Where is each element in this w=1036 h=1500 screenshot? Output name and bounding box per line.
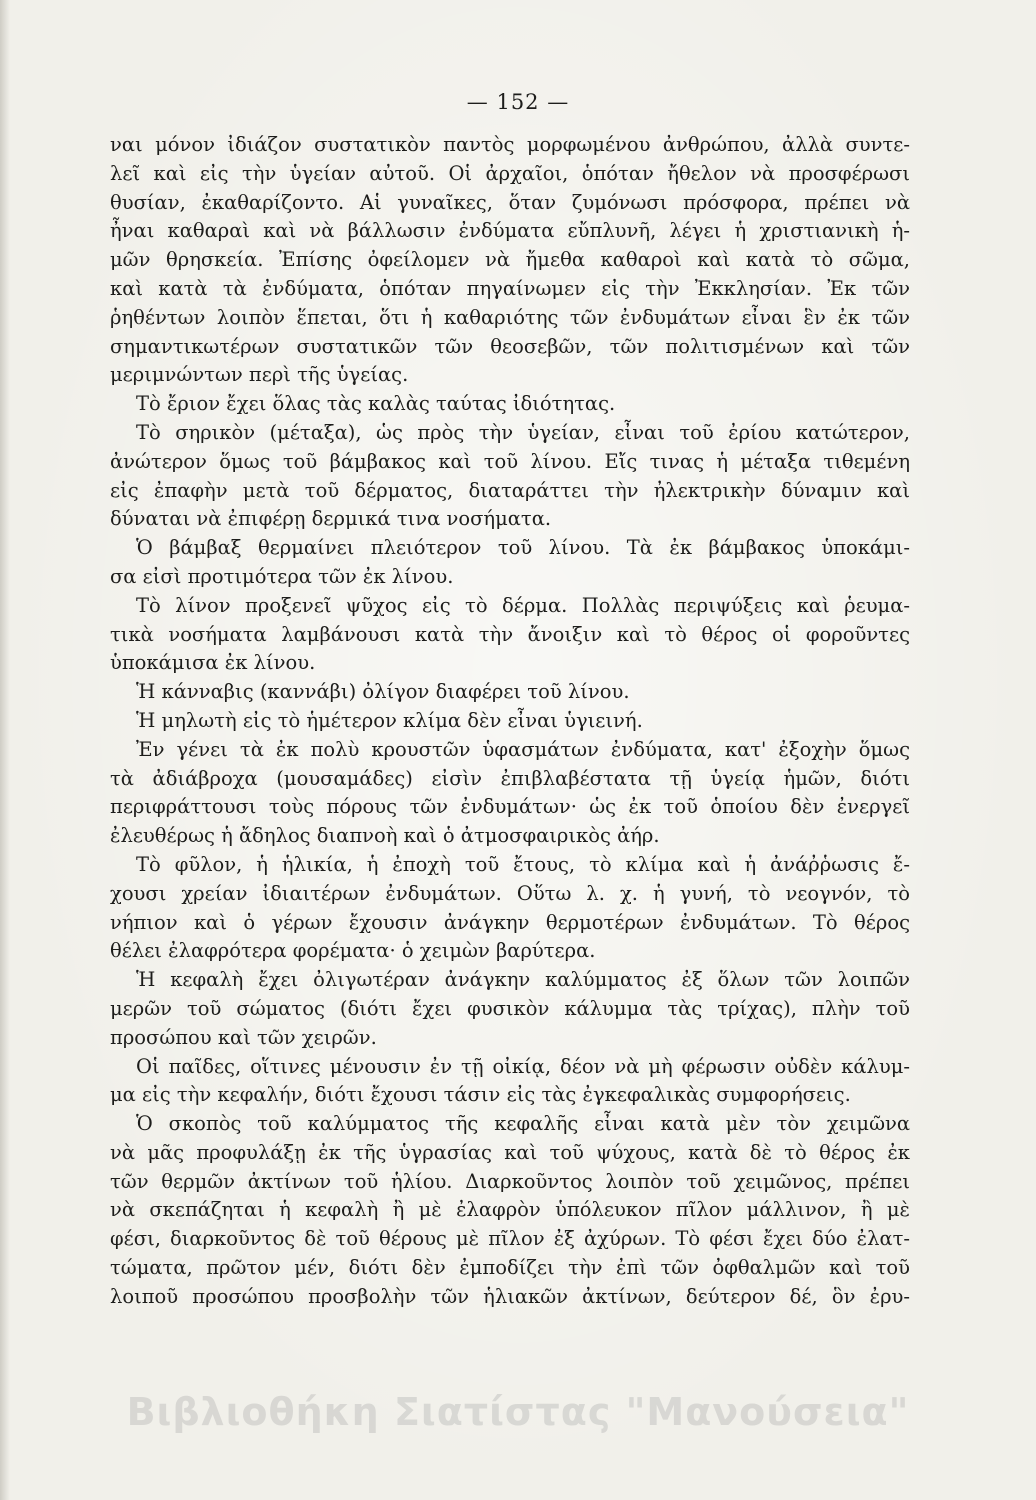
text-line: Τὸ ἔριον ἔχει ὅλας τὰς καλὰς ταύτας ἰδιότητας.: [136, 392, 616, 416]
text-line: λοιποῦ προσώπου προσβολὴν τῶν ἡλιακῶν ἀκτίνων, δεύτερον δέ, ὃν ἐρυ-: [110, 1284, 910, 1308]
text-line: χουσι χρείαν ἰδιαιτέρων ἐνδυμάτων. Οὕτω λ. χ. ἡ γυνή, τὸ νεογνόν, τὸ: [110, 881, 910, 905]
text-line: σα εἰσὶ προτιμότερα τῶν ἐκ λίνου.: [110, 564, 454, 588]
library-watermark: Βιβλιοθήκη Σιατίστας "Μανούσεια": [126, 1390, 910, 1434]
text-line: Τὸ σηρικὸν (μέταξα), ὡς πρὸς τὴν ὑγείαν, εἶναι τοῦ ἐρίου κατώτερον,: [136, 420, 910, 444]
text-line: Τὸ φῦλον, ἡ ἡλικία, ἡ ἐποχὴ τοῦ ἔτους, τὸ κλίμα καὶ ἡ ἀνάῤῥωσις ἔ-: [136, 852, 910, 876]
text-line: Ὁ βάμβαξ θερμαίνει πλειότερον τοῦ λίνου. Τὰ ἐκ βάμβακος ὑποκάμι-: [136, 536, 910, 560]
text-line: καὶ κατὰ τὰ ἐνδύματα, ὁπόταν πηγαίνωμεν εἰς τὴν Ἐκκλησίαν. Ἐκ τῶν: [110, 276, 910, 300]
page-number: — 152 —: [466, 90, 570, 114]
text-line: τικὰ νοσήματα λαμβάνουσι κατὰ τὴν ἄνοιξιν καὶ τὸ θέρος οἱ φοροῦντες: [110, 622, 910, 646]
text-line: δύναται νὰ ἐπιφέρῃ δερμικά τινα νοσήματα.: [110, 507, 552, 531]
text-line: ἀνώτερον ὅμως τοῦ βάμβακος καὶ τοῦ λίνου. Εἴς τινας ἡ μέταξα τιθεμένη: [110, 449, 910, 473]
text-line: σημαντικωτέρων συστατικῶν τῶν θεοσεβῶν, τῶν πολιτισμένων καὶ τῶν: [110, 334, 910, 358]
text-line: Ἡ κάνναβις (καννάβι) ὀλίγον διαφέρει τοῦ λίνου.: [136, 680, 630, 704]
text-line: εἰς ἐπαφὴν μετὰ τοῦ δέρματος, διαταράττει τὴν ἠλεκτρικὴν δύναμιν καὶ: [110, 478, 910, 502]
page-edge-shadow: [0, 0, 10, 1500]
text-line: Ἡ μηλωτὴ εἰς τὸ ἡμέτερον κλίμα δὲν εἶναι ὑγιεινή.: [136, 708, 643, 732]
text-line: ἦναι καθαραὶ καὶ νὰ βάλλωσιν ἐνδύματα εὔπλυνῆ, λέγει ἡ χριστιανικὴ ἡ-: [110, 219, 910, 243]
text-line: φέσι, διαρκοῦντος δὲ τοῦ θέρους μὲ πῖλον ἐξ ἀχύρων. Τὸ φέσι ἔχει δύο ἐλατ-: [110, 1227, 910, 1251]
text-line: ἐλευθέρως ἡ ἄδηλος διαπνοὴ καὶ ὁ ἀτμοσφαιρικὸς ἀήρ.: [110, 824, 660, 848]
text-line: προσώπου καὶ τῶν χειρῶν.: [110, 1025, 377, 1049]
text-line: νὰ μᾶς προφυλάξῃ ἐκ τῆς ὑγρασίας καὶ τοῦ ψύχους, κατὰ δὲ τὸ θέρος ἐκ: [110, 1140, 910, 1164]
text-line: λεῖ καὶ εἰς τὴν ὑγείαν αὐτοῦ. Οἱ ἀρχαῖοι, ὁπόταν ἤθελον νὰ προσφέρωσι: [110, 161, 910, 185]
text-line: Τὸ λίνον προξενεῖ ψῦχος εἰς τὸ δέρμα. Πολλὰς περιψύξεις καὶ ῥευμα-: [136, 593, 910, 617]
text-line: μῶν θρησκεία. Ἐπίσης ὀφείλομεν νὰ ἤμεθα καθαροὶ καὶ κατὰ τὸ σῶμα,: [110, 248, 910, 272]
text-line: ναι μόνον ἰδιάζον συστατικὸν παντὸς μορφωμένου ἀνθρώπου, ἀλλὰ συντε-: [110, 133, 910, 156]
text-line: θέλει ἐλαφρότερα φορέματα· ὁ χειμὼν βαρύτερα.: [110, 939, 596, 963]
text-line: θυσίαν, ἐκαθαρίζοντο. Αἱ γυναῖκες, ὅταν ζυμόνωσι πρόσφορα, πρέπει νὰ: [110, 190, 910, 214]
text-line: Ἐν γένει τὰ ἐκ πολὺ κρουστῶν ὑφασμάτων ἐνδύματα, κατ' ἐξοχὴν ὅμως: [136, 737, 910, 761]
text-line: μερῶν τοῦ σώματος (διότι ἔχει φυσικὸν κάλυμμα τὰς τρίχας), πλὴν τοῦ: [110, 996, 910, 1020]
text-line: τώματα, πρῶτον μέν, διότι δὲν ἐμποδίζει τὴν ἐπὶ τῶν ὀφθαλμῶν καὶ τοῦ: [110, 1256, 910, 1280]
text-line: ῥηθέντων λοιπὸν ἕπεται, ὅτι ἡ καθαριότης τῶν ἐνδυμάτων εἶναι ἓν ἐκ τῶν: [110, 305, 910, 329]
text-line: ὑποκάμισα ἐκ λίνου.: [110, 651, 316, 675]
text-line: Ὁ σκοπὸς τοῦ καλύμματος τῆς κεφαλῆς εἶναι κατὰ μὲν τὸν χειμῶνα: [136, 1112, 910, 1136]
text-line: τὰ ἀδιάβροχα (μουσαμάδες) εἰσὶν ἐπιβλαβέστατα τῇ ὑγείᾳ ἡμῶν, διότι: [110, 766, 910, 790]
text-line: Οἱ παῖδες, οἵτινες μένουσιν ἐν τῇ οἰκίᾳ, δέον νὰ μὴ φέρωσιν οὐδὲν κάλυμ-: [136, 1054, 910, 1078]
text-line: τῶν θερμῶν ἀκτίνων τοῦ ἡλίου. Διαρκοῦντος λοιπὸν τοῦ χειμῶνος, πρέπει: [110, 1169, 910, 1193]
text-line: Ἡ κεφαλὴ ἔχει ὀλιγωτέραν ἀνάγκην καλύμματος ἐξ ὅλων τῶν λοιπῶν: [136, 968, 910, 992]
text-line: περιφράττουσι τοὺς πόρους τῶν ἐνδυμάτων· ὡς ἐκ τοῦ ὁποίου δὲν ἐνεργεῖ: [110, 795, 910, 819]
text-line: νὰ σκεπάζηται ἡ κεφαλὴ ἢ μὲ ἐλαφρὸν ὑπόλευκον πῖλον μάλλινον, ἢ μὲ: [110, 1198, 910, 1222]
text-line: νήπιον καὶ ὁ γέρων ἔχουσιν ἀνάγκην θερμοτέρων ἐνδυμάτων. Τὸ θέρος: [110, 910, 910, 934]
text-line: μεριμνώντων περὶ τῆς ὑγείας.: [110, 363, 409, 387]
body-text: [110, 131, 910, 1312]
text-line: μα εἰς τὴν κεφαλήν, διότι ἔχουσι τάσιν εἰς τὰς ἐγκεφαλικὰς συμφορήσεις.: [110, 1083, 851, 1107]
